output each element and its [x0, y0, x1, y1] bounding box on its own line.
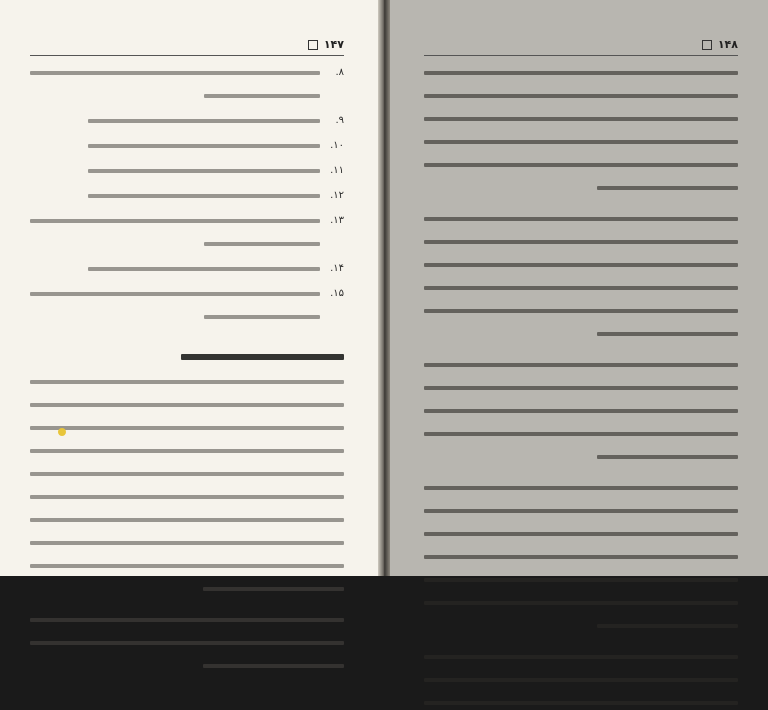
text-line: [30, 559, 344, 573]
text-line: [424, 327, 738, 341]
right-paragraph-4: [424, 481, 738, 633]
text-line: [424, 673, 738, 687]
text-line: [424, 281, 738, 295]
left-page: [0, 0, 378, 576]
text-line: [30, 490, 344, 504]
text-line: [30, 444, 344, 458]
text-line: [424, 212, 738, 226]
text-line: [30, 513, 344, 527]
text-line: [424, 550, 738, 564]
highlight-marker-icon: [58, 428, 66, 436]
list-item-number: ۸.: [335, 67, 344, 78]
text-line: [424, 235, 738, 249]
text-line: [424, 427, 738, 441]
text-line: [424, 158, 738, 172]
text-line: [424, 504, 738, 518]
right-paragraph-5: [424, 650, 738, 710]
right-running-header: [424, 38, 738, 56]
text-line: [30, 536, 344, 550]
list-item-number: ۱۳.: [330, 215, 344, 226]
text-line: [424, 527, 738, 541]
text-line: [424, 404, 738, 418]
list-item-number: ۱۰.: [330, 140, 344, 151]
text-line: [30, 659, 344, 673]
list-item-number: ۱۵.: [330, 288, 344, 299]
list-item-number: ۹.: [335, 115, 344, 126]
text-line: [424, 619, 738, 633]
text-line: [424, 304, 738, 318]
text-line: [30, 613, 344, 627]
text-line: [30, 421, 344, 435]
text-line: [30, 467, 344, 481]
right-page-number: ۱۴۸: [717, 38, 738, 51]
text-line: [424, 381, 738, 395]
text-line: [424, 258, 738, 272]
text-line: [30, 375, 344, 389]
text-line: [424, 573, 738, 587]
section-heading: [30, 349, 344, 365]
text-line: [424, 450, 738, 464]
text-line: [424, 596, 738, 610]
text-line: [30, 582, 344, 596]
left-body-text-2: [30, 613, 344, 673]
text-line: [30, 636, 344, 650]
list-item-number: ۱۲.: [330, 190, 344, 201]
book-gutter: [378, 0, 390, 576]
text-line: [30, 398, 344, 412]
right-page: [390, 0, 768, 576]
text-line: [424, 66, 738, 80]
text-line: [424, 481, 738, 495]
text-line: [424, 181, 738, 195]
list-item-number: ۱۱.: [330, 165, 344, 176]
left-page-number: ۱۴۷: [323, 38, 344, 51]
list-item-number: ۱۴.: [330, 263, 344, 274]
text-line: [424, 112, 738, 126]
text-line: [424, 135, 738, 149]
text-line: [424, 696, 738, 710]
text-line: [424, 650, 738, 664]
text-line: [424, 89, 738, 103]
text-line: [424, 358, 738, 372]
